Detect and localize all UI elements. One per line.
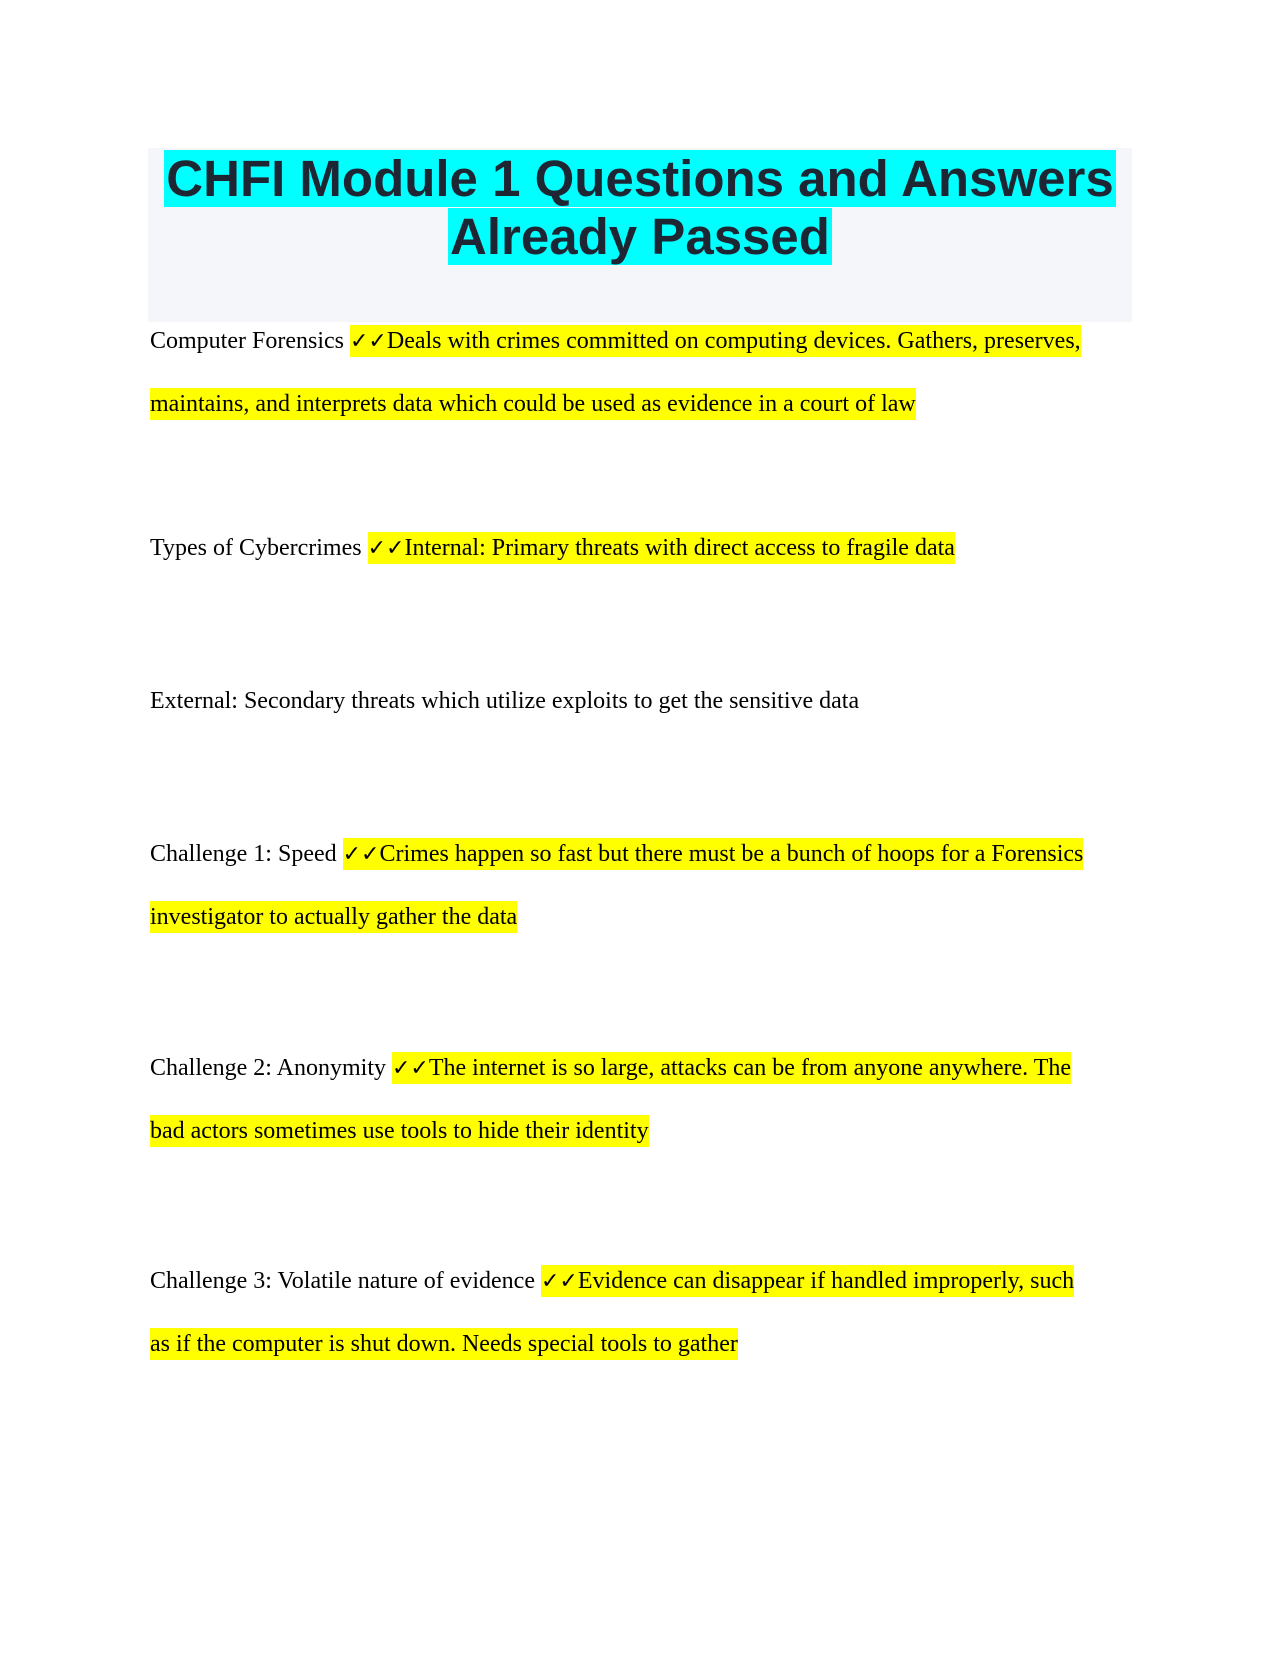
entry-line xyxy=(150,886,1150,949)
answer-highlight xyxy=(343,838,1084,870)
answer-highlight xyxy=(350,325,1081,357)
entry-line: External: Secondary threats which utilize exploits to get the sensitive data xyxy=(150,688,860,714)
answer-highlight xyxy=(392,1052,1071,1084)
entry-answer: Internal: Primary threats with direct access to fragile data xyxy=(404,535,955,561)
entry-line xyxy=(150,1100,1150,1163)
title-line-1: CHFI Module 1 Questions and Answers xyxy=(166,150,1114,207)
answer-highlight xyxy=(368,532,955,564)
entry-line xyxy=(150,823,1150,886)
title-line-2: Already Passed xyxy=(450,208,830,265)
answer-highlight xyxy=(541,1265,1074,1297)
qa-entry-computer-forensics xyxy=(150,310,1150,436)
entry-answer-continued: bad actors sometimes use tools to hide their identity xyxy=(150,1115,649,1147)
entry-line xyxy=(150,1250,1150,1313)
entry-term: Challenge 3: Volatile nature of evidence xyxy=(150,1268,541,1294)
double-check-icon: ✓✓ xyxy=(391,1056,429,1081)
entry-line xyxy=(150,1037,1150,1100)
entry-line xyxy=(150,373,1150,436)
entry-term: Computer Forensics xyxy=(150,328,350,354)
entry-answer: The internet is so large, attacks can be from anyone anywhere. The xyxy=(428,1055,1072,1081)
entry-term: Types of Cybercrimes xyxy=(150,535,368,561)
entry-term: Challenge 2: Anonymity xyxy=(150,1055,392,1081)
document-title xyxy=(148,148,1132,266)
text-external-threats xyxy=(150,670,1150,733)
qa-entry-challenge-anonymity xyxy=(150,1037,1150,1163)
entry-answer-continued: maintains, and interprets data which could be used as evidence in a court of law xyxy=(150,388,916,420)
double-check-icon: ✓✓ xyxy=(367,536,405,561)
entry-answer: Deals with crimes committed on computing devices. Gathers, preserves, xyxy=(386,328,1081,354)
entry-line xyxy=(150,310,1150,373)
entry-answer: Evidence can disappear if handled improperly, such xyxy=(577,1268,1075,1294)
entry-line xyxy=(150,1313,1150,1376)
double-check-icon: ✓✓ xyxy=(540,1269,578,1294)
double-check-icon: ✓✓ xyxy=(342,842,380,867)
entry-answer-continued: investigator to actually gather the data xyxy=(150,901,517,933)
title-block xyxy=(148,148,1132,322)
entry-term: Challenge 1: Speed xyxy=(150,841,343,867)
qa-entry-challenge-speed xyxy=(150,823,1150,949)
qa-entry-types-of-cybercrimes xyxy=(150,517,1150,580)
qa-entry-challenge-volatile-evidence xyxy=(150,1250,1150,1376)
entry-line xyxy=(150,517,1150,580)
double-check-icon: ✓✓ xyxy=(349,329,387,354)
entry-answer-continued: as if the computer is shut down. Needs special tools to gather xyxy=(150,1328,738,1360)
entry-answer: Crimes happen so fast but there must be a bunch of hoops for a Forensics xyxy=(379,841,1084,867)
